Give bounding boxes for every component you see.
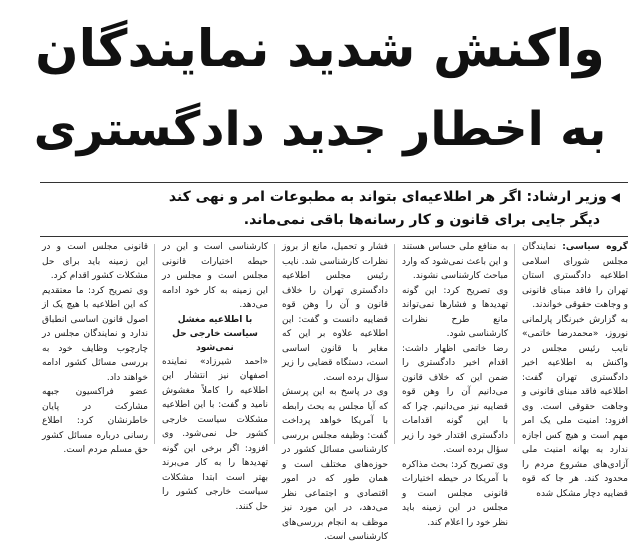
paragraph: عضو فراکسیون جبهه مشارکت در پایان خاطرنشان کرد: اطلاع رسانی درباره مسائل کشور حق مسلم مردم است. bbox=[42, 387, 148, 455]
article-column-3 bbox=[282, 240, 388, 542]
column-divider bbox=[274, 244, 275, 444]
paragraph-text: نمایندگان مجلس شورای اسلامی اطلاعیه دادگستری استان تهران را فاقد مبنای قانونی و وجاهت حقوقی خواندند. bbox=[522, 242, 628, 310]
column-subheading: با اطلاعیه مغشل سیاست خارجی حل نمی‌شود bbox=[172, 314, 258, 353]
headline-line-2: به اخطار جدید دادگستری bbox=[33, 102, 607, 157]
paragraph bbox=[522, 240, 628, 313]
paragraph: فشار و تحمیل، مانع از بروز نظرات کارشناسی شد. نایب رئیس مجلس اطلاعیه دادگستری تهران را خلاف قانون و آن را وهن قوه قضاییه دانست و گفت: این اطلاعیه علاوه بر این که مغایر با قانون اساسی است، دستگاه قضایی را زیر سؤال برده است. bbox=[282, 242, 388, 383]
article-column-4 bbox=[162, 240, 268, 512]
headline-line-1: واکنش شدید نمایندگان bbox=[35, 20, 605, 79]
paragraph: کارشناسی است و این در حیطه اختیارات قانونی مجلس است و مجلس در این زمینه به کار خود ادامه می‌دهد. bbox=[162, 242, 268, 310]
paragraph: وی در پاسخ به این پرسش که آیا مجلس به بحث رابطه با آمریکا خواهد پرداخت گفت: وظیفه مجلس بررسی کارشناسی مسائل کشور در حوزه‌های مختلف است و همان طور که در امور اقتصادی و اجتماعی نظر می‌دهد، در این مورد نیز موظف به انجام بررسی‌های کارشناسی است. bbox=[282, 387, 388, 542]
subheadline bbox=[40, 186, 620, 232]
article-column-2 bbox=[402, 240, 508, 528]
paragraph: به منافع ملی حساس هستند و این باعث نمی‌شود که وارد مباحث کارشناسی نشوند. bbox=[402, 242, 508, 281]
paragraph: رضا خاتمی اظهار داشت: اقدام اخیر دادگستری را ضمن این که خلاف قانون می‌دانیم آن را وهن قوه قضاییه نیز می‌دانیم. چرا که با این گونه اقدامات دادگستری اقتدار خود را زیر سؤال برده است. bbox=[402, 343, 508, 455]
column-divider bbox=[154, 244, 155, 444]
paragraph: وی تصریح کرد: ما معتقدیم که این اطلاعیه با هیچ یک از اصول قانون اساسی انطباق ندارد و نمایندگان مجلس در چارچوب وظایف خود به بررسی مسائل کشور ادامه خواهند داد. bbox=[42, 285, 148, 383]
rule-top bbox=[40, 182, 628, 183]
column-divider bbox=[514, 244, 515, 444]
paragraph: به گزارش خبرنگار پارلمانی نوروز، «محمدرضا خاتمی» نایب رئیس مجلس در واکنش به اطلاعیه اخیر دادگستری تهران گفت: اطلاعیه فاقد مبنای قانونی و وجاهت حقوقی است. وی افزود: امنیت ملی یک امر مهم است و هیچ کس اجازه ندارد به بهانه امنیت ملی آزادی‌های مشروع مردم را محدود کند. هر جا که قوه قضاییه دچار مشکل شده bbox=[522, 314, 628, 499]
rule-bottom bbox=[40, 236, 628, 237]
column-divider bbox=[394, 244, 395, 444]
paragraph: وی تصریح کرد: این گونه تهدیدها و فشارها نمی‌تواند مانع طرح نظرات کارشناسی شود. bbox=[402, 285, 508, 339]
lead-label: گروه سیاسی: bbox=[562, 242, 628, 252]
article-columns bbox=[40, 240, 628, 542]
paragraph: قانونی مجلس است و در این زمینه باید برای حل مشکلات کشور اقدام کرد. bbox=[42, 242, 148, 281]
article-column-1 bbox=[522, 240, 628, 499]
subhead-line-2: دیگر جایی برای قانون و کار رسانه‌ها باقی نمی‌ماند. bbox=[243, 212, 600, 228]
paragraph: وی تصریح کرد: بحث مذاکره با آمریکا در حیطه اختیارات قانونی مجلس است و مجلس در این زمینه باید نظر خود را اعلام کند. bbox=[402, 459, 508, 528]
subhead-line-1: وزیر ارشاد: اگر هر اطلاعیه‌ای بتواند به مطبوعات امر و نهی کند bbox=[168, 189, 607, 205]
triangle-bullet-icon: ◀ bbox=[610, 190, 620, 204]
paragraph: «احمد شیرزاد» نماینده اصفهان نیز انتشار این اطلاعیه را کاملاً مغشوش نامید و گفت: با این اطلاعیه مشکلات سیاست خارجی کشور حل نمی‌شود. وی افزود: اگر برخی این گونه تهدیدها را به کار می‌برند بهتر است ابتدا مشکلات سیاست خارجی کشور را حل کنند. bbox=[162, 356, 268, 512]
article-column-5 bbox=[42, 240, 148, 455]
